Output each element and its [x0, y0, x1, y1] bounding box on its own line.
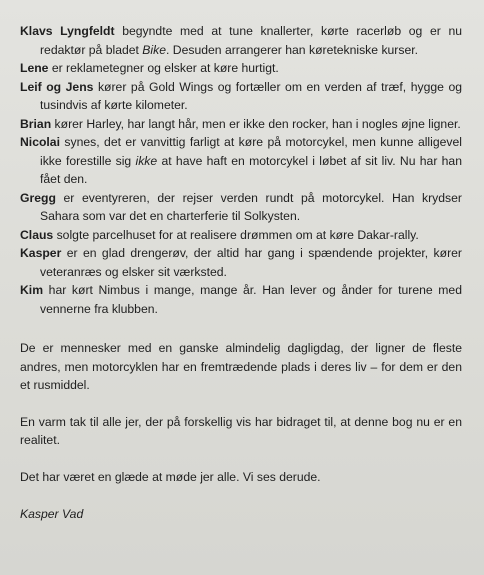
contributor-name: Lene: [20, 61, 49, 75]
contributor-text: begyndte med at tune knallerter, kørte racerløb og er nu redaktør på bladet: [40, 24, 462, 57]
contributor-name: Nicolai: [20, 135, 60, 149]
contributor-text-italic: Bike: [142, 42, 167, 57]
contributor-entry: [20, 115, 462, 134]
contributor-text-italic: ikke: [135, 153, 158, 168]
contributor-name: Leif og Jens: [20, 79, 94, 94]
contributor-text: har kørt Nimbus i mange, mange år. Han lever og ånder for turene med vennerne fra klubben.: [40, 283, 462, 316]
contributor-list: [20, 22, 462, 318]
contributor-name: Kasper: [20, 246, 62, 260]
contributor-text: solgte parcelhuset for at realisere drømmen om at køre Dakar-rally.: [53, 227, 419, 242]
contributor-text: er reklametegner og elsker at køre hurtigt.: [48, 61, 279, 75]
contributor-entry: [20, 189, 462, 226]
contributor-entry: [20, 78, 462, 115]
contributor-entry: [20, 59, 462, 78]
contributor-name: Claus: [20, 227, 54, 242]
contributor-entry: [20, 281, 462, 318]
contributor-text: . Desuden arrangerer han køretekniske kurser.: [166, 42, 419, 57]
body-paragraph: Det har været en glæde at møde jer alle. Vi ses derude.: [20, 469, 321, 484]
body-paragraph: En varm tak til alle jer, der på forskellig vis har bidraget til, at denne bog nu er en realitet.: [20, 414, 462, 447]
contributor-name: Klavs Lyngfeldt: [20, 24, 115, 38]
contributor-name: Kim: [20, 283, 44, 297]
contributor-name: Gregg: [20, 190, 56, 205]
contributor-name: Brian: [20, 116, 52, 131]
contributor-entry: [20, 22, 462, 59]
contributor-text: er en glad drengerøv, der altid har gang i spændende projekter, kører veteranræs og elsker sit værksted.: [40, 246, 462, 279]
contributor-text: kører på Gold Wings og fortæller om en verden af træf, hygge og tusindvis af kørte kilometer.: [40, 79, 462, 112]
contributor-entry: [20, 133, 462, 189]
contributor-entry: [20, 244, 462, 281]
contributor-entry: [20, 226, 462, 245]
contributor-text: kører Harley, har langt hår, men er ikke den rocker, han i nogles øjne ligner.: [51, 116, 461, 131]
body-paragraph: De er mennesker med en ganske almindelig dagligdag, der ligner de fleste andres, men motorcyklen har en fremtrædende plads i deres liv – for dem er den et rusmiddel.: [20, 341, 462, 392]
contributor-text: er eventyreren, der rejser verden rundt på motorcykel. Han krydser Sahara som var det en charterferie til Solkysten.: [40, 190, 462, 223]
contributor-text: at have haft en motorcykel i løbet af sit liv. Nu har han fået den.: [40, 153, 462, 186]
contributor-text: synes, det er vanvittig farligt at køre på motorcykel, men kunne alligevel ikke forestille sig: [40, 135, 462, 168]
author-signature: Kasper Vad: [20, 507, 84, 521]
